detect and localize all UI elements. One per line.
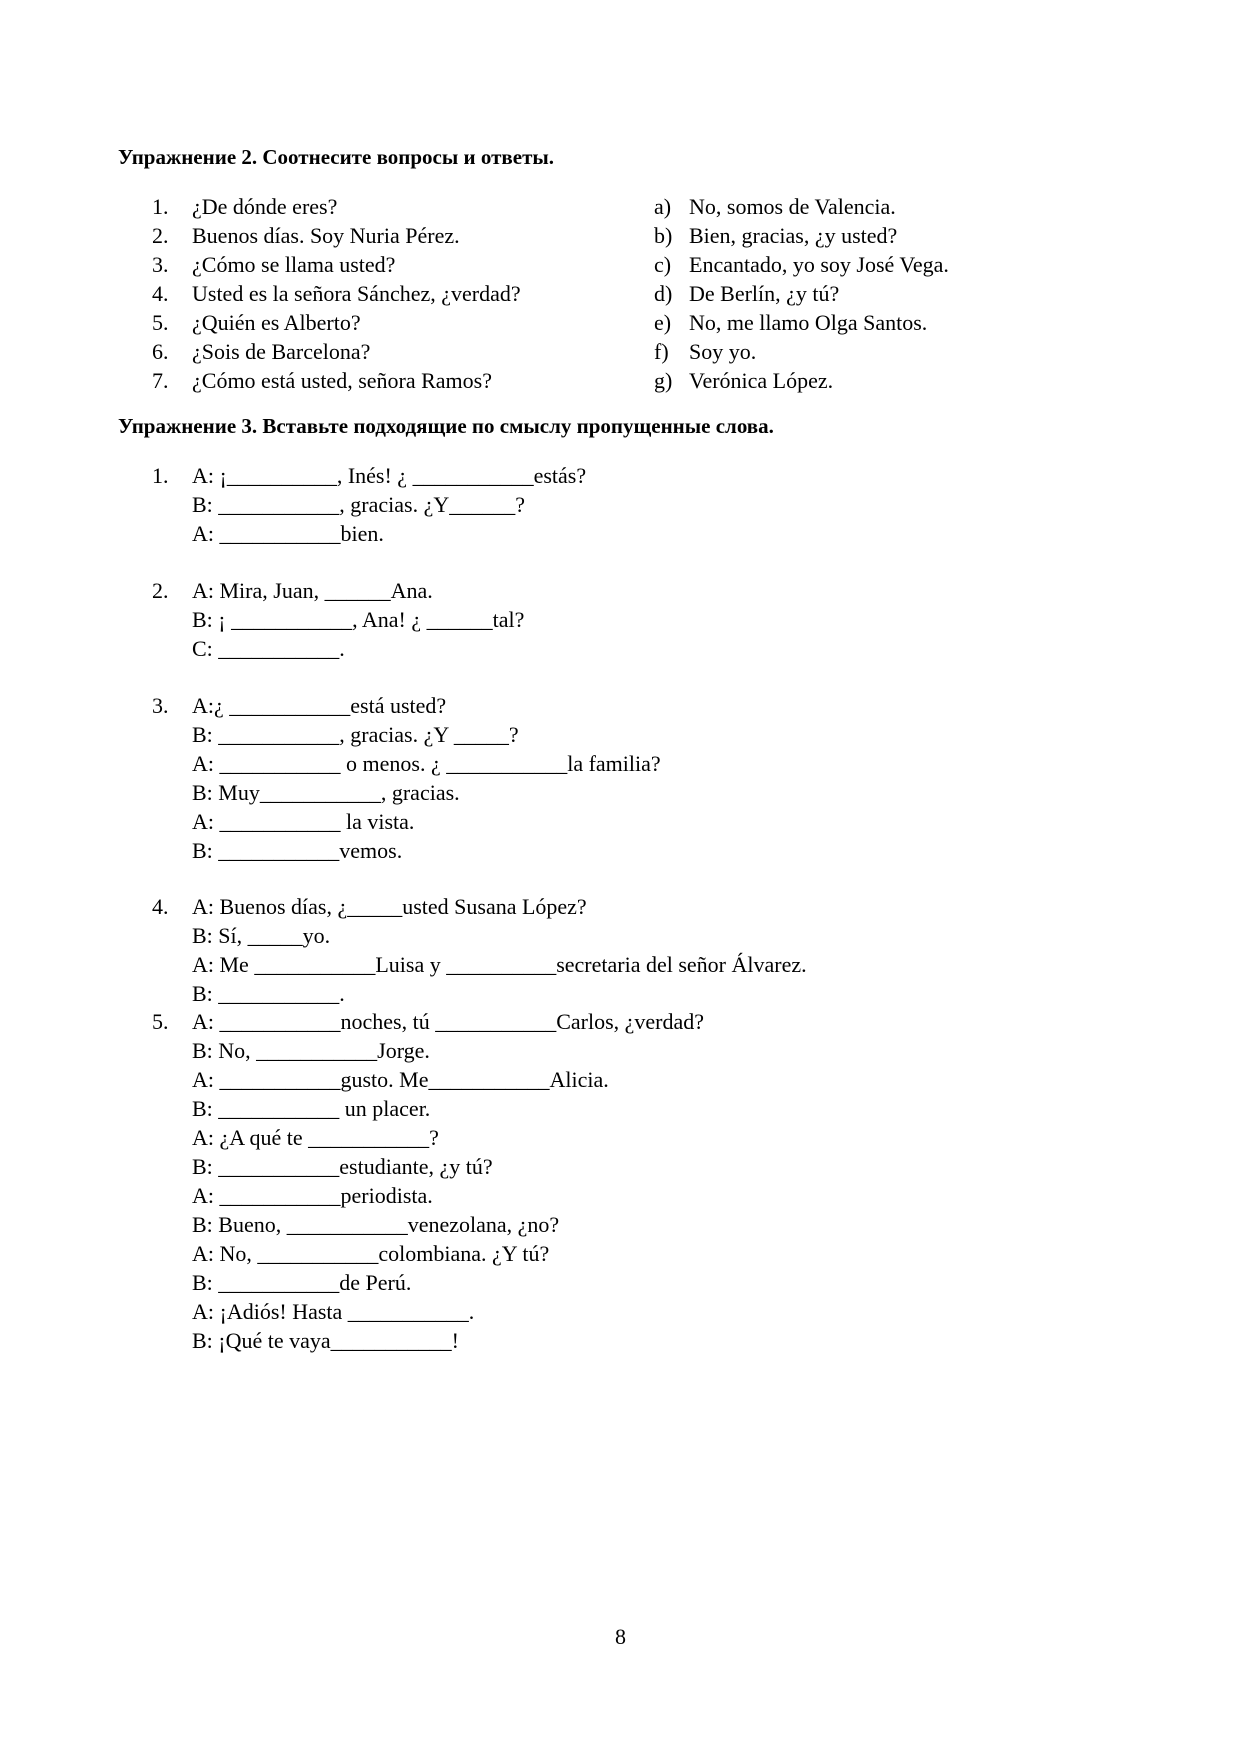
dialogue-lines (192, 892, 807, 1008)
answer-text: Encantado, yo soy José Vega. (689, 252, 949, 277)
exercise-2-heading: Упражнение 2. Соотнесите вопросы и ответы. (118, 145, 555, 169)
exercise-3-heading: Упражнение 3. Вставьте подходящие по смыслу пропущенные слова. (118, 414, 774, 438)
question-text: ¿Sois de Barcelona? (192, 339, 371, 364)
dialogue-line: B: Sí, _____yo. (192, 923, 331, 948)
question-item (152, 279, 521, 308)
dialogue-line: A: ___________bien. (192, 521, 384, 546)
dialogue-line: B: ¡Qué te vaya___________! (192, 1328, 459, 1353)
question-text: ¿De dónde eres? (192, 194, 338, 219)
answer-letter: f) (654, 339, 669, 364)
dialogue-line: A: ___________noches, tú ___________Carlos, ¿verdad? (192, 1009, 705, 1034)
dialogue-line: B: Bueno, ___________venezolana, ¿no? (192, 1212, 560, 1237)
dialogue-line: A: Mira, Juan, ______Ana. (192, 578, 433, 603)
question-text: Usted es la señora Sánchez, ¿verdad? (192, 281, 521, 306)
question-text: ¿Cómo está usted, señora Ramos? (192, 368, 492, 393)
question-item (152, 308, 521, 337)
dialogue-line: A: No, ___________colombiana. ¿Y tú? (192, 1241, 550, 1266)
question-item (152, 250, 521, 279)
dialogue-number: 5. (152, 1009, 169, 1034)
dialogue-line: A: ___________ la vista. (192, 809, 415, 834)
answer-item (654, 250, 949, 279)
question-item (152, 337, 521, 366)
dialogue-line: B: Muy___________, gracias. (192, 780, 460, 805)
dialogue-lines (192, 576, 524, 663)
dialogue-lines (192, 461, 586, 548)
question-number: 4. (152, 281, 169, 306)
answer-text: Bien, gracias, ¿y usted? (689, 223, 898, 248)
answer-item (654, 366, 949, 395)
answer-letter: g) (654, 368, 673, 393)
dialogue-number: 4. (152, 894, 169, 919)
dialogue-line: B: ___________de Perú. (192, 1270, 412, 1295)
dialogue-line: A: Buenos días, ¿_____usted Susana López? (192, 894, 587, 919)
dialogue-number: 2. (152, 578, 169, 603)
answer-item (654, 221, 949, 250)
dialogue-line: B: ___________vemos. (192, 838, 403, 863)
question-number: 7. (152, 368, 169, 393)
dialogue-line: A: ___________ o menos. ¿ ___________la familia? (192, 751, 661, 776)
answer-item (654, 308, 949, 337)
dialogue-line: A: ¡Adiós! Hasta ___________. (192, 1299, 475, 1324)
exercise-2-answers-list (654, 192, 949, 395)
dialogue-line: B: ___________, gracias. ¿Y _____? (192, 722, 519, 747)
answer-text: Verónica López. (689, 368, 834, 393)
dialogue-lines (192, 1007, 704, 1355)
question-number: 3. (152, 252, 169, 277)
question-item (152, 221, 521, 250)
dialogue-line: B: ___________. (192, 981, 345, 1006)
dialogue-line: A:¿ ___________está usted? (192, 693, 447, 718)
dialogue-line: A: ___________periodista. (192, 1183, 433, 1208)
answer-text: No, somos de Valencia. (689, 194, 896, 219)
dialogue-line: B: ___________estudiante, ¿y tú? (192, 1154, 493, 1179)
answer-letter: d) (654, 281, 673, 306)
answer-text: De Berlín, ¿y tú? (689, 281, 840, 306)
question-text: Buenos días. Soy Nuria Pérez. (192, 223, 460, 248)
question-number: 1. (152, 194, 169, 219)
answer-item (654, 279, 949, 308)
dialogue-line: A: ¿A qué te ___________? (192, 1125, 439, 1150)
dialogue-line: B: ___________ un placer. (192, 1096, 431, 1121)
question-item (152, 192, 521, 221)
exercise-2-questions-list (152, 192, 521, 395)
answer-letter: a) (654, 194, 672, 219)
answer-letter: c) (654, 252, 672, 277)
question-item (152, 366, 521, 395)
page-number: 8 (615, 1624, 626, 1649)
dialogue-lines (192, 691, 661, 865)
answer-text: No, me llamo Olga Santos. (689, 310, 928, 335)
answer-item (654, 192, 949, 221)
question-number: 2. (152, 223, 169, 248)
answer-text: Soy yo. (689, 339, 757, 364)
dialogue-line: C: ___________. (192, 636, 345, 661)
question-number: 6. (152, 339, 169, 364)
dialogue-line: B: ¡ ___________, Ana! ¿ ______tal? (192, 607, 525, 632)
dialogue-line: B: ___________, gracias. ¿Y______? (192, 492, 525, 517)
answer-item (654, 337, 949, 366)
dialogue-number: 3. (152, 693, 169, 718)
answer-letter: e) (654, 310, 672, 335)
dialogue-number: 1. (152, 463, 169, 488)
dialogue-line: A: ___________gusto. Me___________Alicia. (192, 1067, 609, 1092)
dialogue-line: A: ¡__________, Inés! ¿ ___________estás? (192, 463, 587, 488)
dialogue-line: A: Me ___________Luisa y __________secretaria del señor Álvarez. (192, 952, 807, 977)
dialogue-line: B: No, ___________Jorge. (192, 1038, 430, 1063)
answer-letter: b) (654, 223, 673, 248)
question-text: ¿Cómo se llama usted? (192, 252, 396, 277)
question-text: ¿Quién es Alberto? (192, 310, 361, 335)
question-number: 5. (152, 310, 169, 335)
